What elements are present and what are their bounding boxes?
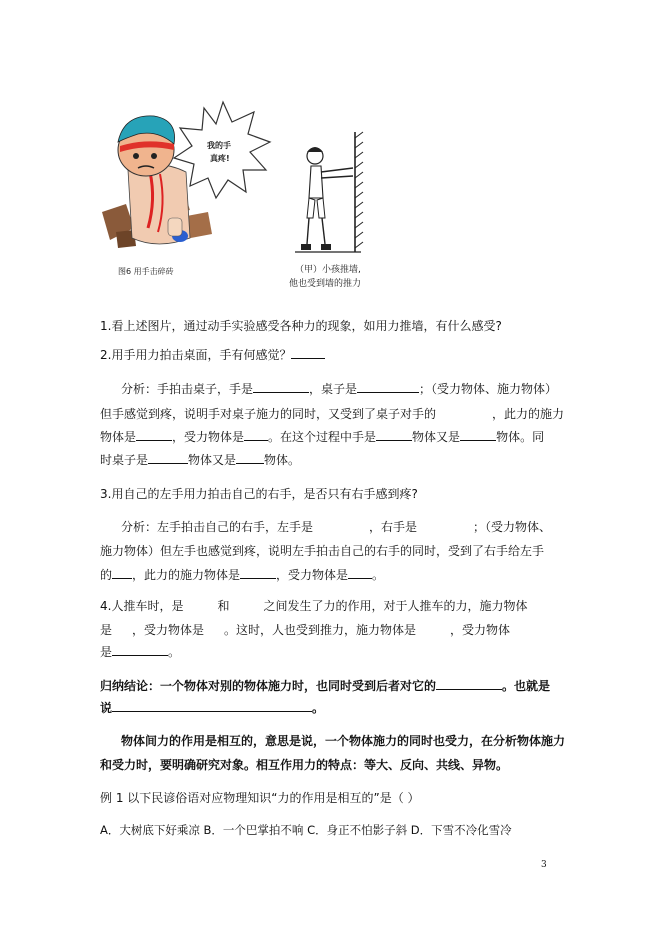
analysis-2-line-4: 时桌子是 物体又是 物体。 bbox=[100, 453, 301, 467]
blank bbox=[136, 429, 172, 441]
question-2 bbox=[100, 347, 325, 363]
question-3: 3.用自己的左手用力拍击自己的右手，是否只有右手感到疼? bbox=[100, 487, 418, 501]
question-2-text: 2.用手用力拍击桌面，手有何感觉？ bbox=[100, 348, 292, 362]
page-number: 3 bbox=[541, 860, 547, 870]
figure-right-caption-line-1: （甲）小孩推墙, bbox=[295, 265, 361, 275]
figure-left-caption: 图6 用手击碎砖 bbox=[118, 267, 174, 276]
question-4-line-3: 是 。 bbox=[100, 645, 181, 659]
speech-line-2: 真疼! bbox=[210, 154, 230, 163]
summary-line-1: 物体间力的作用是相互的，意思是说，一个物体施力的同时也受力，在分析物体施力 bbox=[121, 734, 566, 748]
figure-child-pushing-wall bbox=[285, 128, 395, 298]
blank bbox=[236, 452, 264, 464]
question-1: 1.看上述图片，通过动手实验感受各种力的现象，如用力推墙，有什么感受? bbox=[100, 319, 502, 333]
example-question: 例 1 以下民谚俗语对应物理知识“力的作用是相互的”是（ ） bbox=[100, 791, 420, 805]
blank bbox=[240, 567, 276, 579]
conclusion-line-1: 归纳结论：一个物体对别的物体施力时，也同时受到后者对它的 。也就是 bbox=[100, 679, 551, 693]
example-options: A．大树底下好乘凉 B．一个巴掌拍不响 C．身正不怕影子斜 D．下雪不冷化雪冷 bbox=[100, 823, 512, 837]
analysis-3-line-1: 分析：左手拍击自己的右手，左手是 ，右手是 ；（受力物体、 bbox=[121, 520, 552, 534]
blank bbox=[357, 381, 419, 393]
figure-hand-breaking-brick bbox=[98, 100, 273, 278]
blank bbox=[348, 567, 372, 579]
analysis-3-line-2: 施力物体）但左手也感觉到疼，说明左手拍击自己的右手的同时，受到了右手给左手 bbox=[100, 544, 545, 558]
blank bbox=[376, 429, 412, 441]
analysis-2-line-1: 分析：手拍击桌子，手是 ，桌子是 ；（受力物体、施力物体） bbox=[121, 382, 558, 396]
answer-blank bbox=[291, 347, 325, 359]
blank bbox=[244, 429, 268, 441]
analysis-2-line-2: 但手感觉到疼，说明手对桌子施力的同时，又受到了桌子对手的 ，此力的施力 bbox=[100, 407, 565, 421]
blank bbox=[460, 429, 496, 441]
analysis-3-line-3: 的 ，此力的施力物体是 ，受力物体是 。 bbox=[100, 568, 385, 582]
speech-line-1: 我的手 bbox=[207, 141, 231, 150]
blank bbox=[112, 644, 168, 656]
question-4-line-2: 是 ，受力物体是 。这时，人也受到推力，施力物体是 ，受力物体 bbox=[100, 623, 511, 637]
blank bbox=[112, 700, 312, 712]
summary-line-2: 和受力时，要明确研究对象。相互作用力的特点：等大、反向、共线、异物。 bbox=[100, 758, 509, 772]
blank bbox=[112, 567, 132, 579]
conclusion-line-2: 说 。 bbox=[100, 701, 325, 715]
figure-right-caption-line-2: 他也受到墙的推力 bbox=[289, 279, 362, 289]
question-4-line-1: 4.人推车时，是 和 之间发生了力的作用，对于人推车的力，施力物体 bbox=[100, 599, 528, 613]
blank bbox=[148, 452, 188, 464]
analysis-2-line-3: 物体是 ，受力物体是 。在这个过程中手是 物体又是 物体。同 bbox=[100, 430, 545, 444]
boy-hurt-hand-illustration bbox=[98, 100, 273, 260]
child-pushing-wall-illustration bbox=[285, 128, 395, 258]
blank bbox=[253, 381, 309, 393]
blank bbox=[436, 678, 502, 690]
